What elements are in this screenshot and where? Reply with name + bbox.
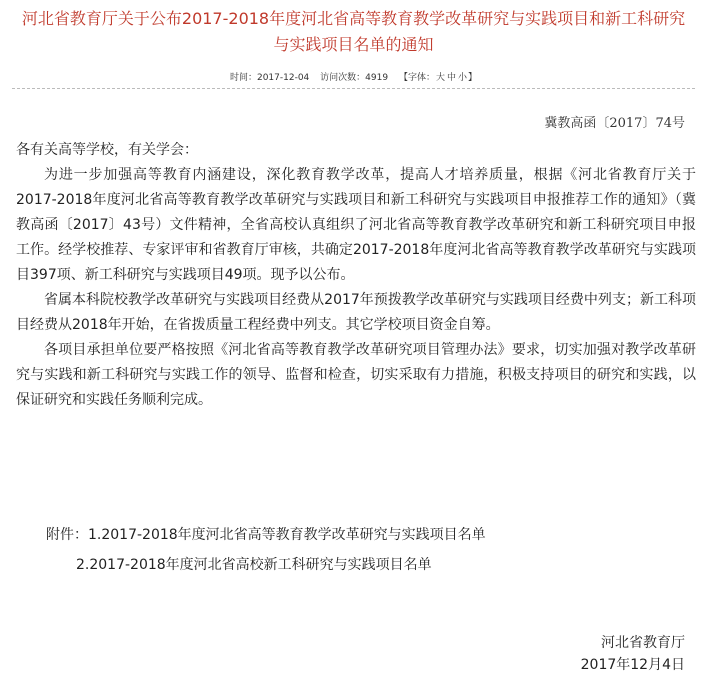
page-title (0, 6, 707, 58)
header-divider (12, 88, 695, 89)
font-large-link[interactable]: 大 (435, 73, 445, 83)
signature-date: 2017年12月4日 (580, 657, 685, 673)
attachment-1-label: 1.2017-2018年度河北省高等教育教学改革研究与实践项目名单 (88, 527, 486, 543)
attachment-1[interactable] (46, 520, 486, 550)
visit-count: 访问次数：4919 (320, 73, 389, 83)
signature-org: 河北省教育厅 (601, 635, 685, 651)
paragraph-2: 省属本科院校教学改革研究与实践项目经费从2017年预拨教学改革研究与实践项目经费中列支；新工科项目经费从2018年开始，在省拨质量工程经费中列支。其它学校项目资金自筹。 (16, 292, 696, 333)
document-number: 冀教高函〔2017〕74号 (544, 116, 685, 131)
signature-block (581, 632, 685, 676)
title-line-2: 与实践项目名单的通知 (273, 35, 434, 54)
attachment-prefix: 附件： (46, 527, 88, 543)
font-medium-link[interactable]: 中 (446, 73, 456, 83)
title-line-1: 河北省教育厅关于公布2017-2018年度河北省高等教育教学改革研究与实践项目和新工科研究 (21, 9, 686, 28)
paragraph-1: 为进一步加强高等教育内涵建设，深化教育教学改革，提高人才培养质量，根据《河北省教育厅关于2017-2018年度河北省高等教育教学改革研究与实践项目和新工科研究与实践项目申报推荐工作的通知》（冀教高函〔2017〕43号）文件精神，全省高校认真组织了河北省高等教育教学改革研究和新工科研究项目申报工作。经学校推荐、专家评审和省教育厅审核，共确定2017-2018年度河北省高等教育教学改革研究与实践项目397项、新工科研究与实践项目49项。现予以公布。 (16, 167, 696, 283)
font-suffix: 】 (468, 73, 478, 83)
document-body (16, 138, 696, 413)
paragraph-3: 各项目承担单位要严格按照《河北省高等教育教学改革研究项目管理办法》要求，切实加强对教学改革研究与实践和新工科研究与实践工作的领导、监督和检查，切实采取有力措施，积极支持项目的研究和实践，以保证研究和实践任务顺利完成。 (16, 342, 696, 408)
attachments (46, 520, 486, 580)
salutation: 各有关高等学校，有关学会： (16, 142, 198, 158)
attachment-2[interactable]: 2.2017-2018年度河北省高校新工科研究与实践项目名单 (76, 557, 432, 573)
font-size-control (399, 73, 477, 83)
font-small-link[interactable]: 小 (457, 73, 467, 83)
meta-bar (0, 70, 707, 83)
font-prefix: 【字体： (398, 73, 435, 83)
publish-time: 时间：2017-12-04 (229, 73, 310, 83)
